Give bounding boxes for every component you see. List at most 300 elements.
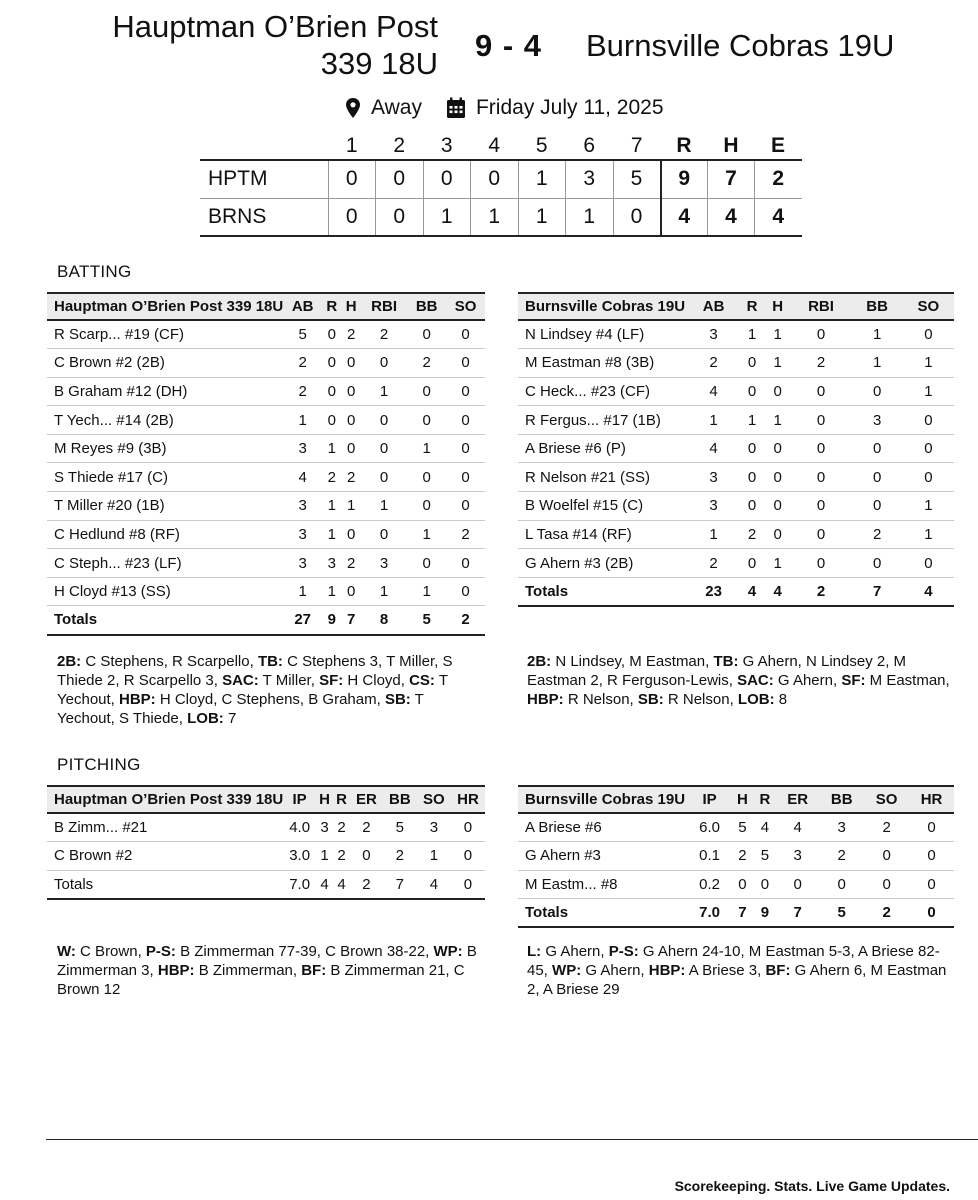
- stat-cell: 0: [446, 434, 485, 463]
- stat-column-header: AB: [283, 293, 322, 320]
- stat-cell: 0: [446, 377, 485, 406]
- stat-column-header: BB: [852, 293, 903, 320]
- note-key: LOB:: [187, 710, 224, 727]
- stat-cell: 0: [852, 492, 903, 521]
- totals-cell: 9: [322, 606, 341, 635]
- inning-runs: 0: [328, 160, 376, 198]
- total-runs: 4: [661, 198, 708, 236]
- stat-cell: 0: [361, 520, 407, 549]
- totals-cell: 23: [688, 577, 739, 606]
- stat-cell: 0: [407, 320, 446, 349]
- stat-cell: 0: [322, 320, 341, 349]
- stat-cell: 1: [407, 577, 446, 606]
- totals-row: [47, 870, 485, 899]
- stat-cell: 0: [903, 320, 954, 349]
- stat-column-header: ER: [776, 786, 819, 813]
- stat-cell: 3: [283, 549, 322, 578]
- batting-section-title: BATTING: [57, 262, 132, 281]
- game-date: Friday July 11, 2025: [475, 96, 664, 119]
- stat-cell: 2: [688, 549, 739, 578]
- stat-cell: 3: [688, 463, 739, 492]
- inning-header: 1: [345, 133, 358, 157]
- totals-cell: 2: [864, 899, 909, 928]
- note-value: R Nelson,: [663, 691, 738, 708]
- stat-column-header: H: [316, 786, 333, 813]
- player-name: R Scarp... #19 (CF): [47, 320, 283, 349]
- stat-column-header: BB: [819, 786, 864, 813]
- table-row: [518, 320, 954, 349]
- stat-cell: 0: [451, 842, 485, 871]
- player-name: R Fergus... #17 (1B): [518, 406, 688, 435]
- stat-cell: 3: [322, 549, 341, 578]
- stat-cell: 0: [322, 377, 341, 406]
- totals-label: Totals: [518, 899, 688, 928]
- player-name: C Brown #2 (2B): [47, 349, 283, 378]
- stat-cell: 2: [361, 320, 407, 349]
- table-row: [518, 813, 954, 842]
- stat-cell: 5: [283, 320, 322, 349]
- note-key: SB:: [384, 691, 411, 708]
- stat-cell: 4: [776, 813, 819, 842]
- inning-runs: 1: [518, 198, 566, 236]
- note-key: CS:: [409, 672, 435, 689]
- player-name: L Tasa #14 (RF): [518, 520, 688, 549]
- note-value: B Zimmerman,: [194, 962, 302, 979]
- player-name: T Yech... #14 (2B): [47, 406, 283, 435]
- stat-cell: 2: [283, 349, 322, 378]
- note-key: WP:: [552, 962, 582, 979]
- table-row: [47, 463, 485, 492]
- stat-cell: 4: [283, 463, 322, 492]
- stat-cell: 3: [819, 813, 864, 842]
- player-name: H Cloyd #13 (SS): [47, 577, 283, 606]
- inning-header: 2: [393, 133, 406, 157]
- table-row: [47, 577, 485, 606]
- stat-cell: 3: [283, 434, 322, 463]
- stat-cell: 1: [765, 349, 791, 378]
- stat-cell: 1: [283, 406, 322, 435]
- table-header-row: [518, 786, 954, 813]
- player-name: G Ahern #3: [518, 842, 688, 871]
- table-row: [47, 492, 485, 521]
- inning-runs: 1: [471, 198, 519, 236]
- pitching-section-title: PITCHING: [57, 755, 141, 774]
- note-value: R Nelson,: [563, 691, 638, 708]
- note-key: W:: [57, 943, 76, 960]
- stat-column-header: RBI: [790, 293, 851, 320]
- inning-header: 7: [630, 133, 643, 157]
- player-name: M Eastman #8 (3B): [518, 349, 688, 378]
- stat-cell: 1: [852, 349, 903, 378]
- inning-header: 4: [488, 133, 501, 157]
- note-key: HBP:: [648, 962, 686, 979]
- stat-column-header: HR: [451, 786, 485, 813]
- totals-cell: 7.0: [688, 899, 731, 928]
- stat-cell: 0: [446, 320, 485, 349]
- stat-cell: 1: [322, 577, 341, 606]
- errors-header: E: [770, 133, 785, 157]
- inning-runs: 0: [471, 160, 519, 198]
- batting-notes-home: [57, 652, 457, 728]
- note-key: HBP:: [119, 691, 156, 708]
- pitching-table-away: [518, 785, 954, 928]
- stat-cell: 0: [739, 434, 765, 463]
- stat-cell: 0.2: [688, 870, 731, 899]
- stat-cell: 1: [739, 406, 765, 435]
- player-name: C Steph... #23 (LF): [47, 549, 283, 578]
- inning-header: 5: [535, 133, 548, 157]
- totals-label: Totals: [47, 870, 283, 899]
- stat-cell: 0: [731, 870, 753, 899]
- total-runs: 9: [661, 160, 708, 198]
- stat-cell: 1: [739, 320, 765, 349]
- stat-cell: 0: [909, 813, 954, 842]
- totals-cell: 7.0: [283, 870, 316, 899]
- stat-column-header: SO: [417, 786, 451, 813]
- stat-cell: 1: [417, 842, 451, 871]
- stat-cell: 0: [852, 549, 903, 578]
- team-column-header: Burnsville Cobras 19U: [518, 786, 688, 813]
- line-score-table: [200, 132, 802, 237]
- note-key: BF:: [765, 962, 791, 979]
- note-value: H Cloyd, C Stephens, B Graham,: [155, 691, 385, 708]
- pitching-notes-home: [57, 942, 487, 999]
- table-row: [518, 377, 954, 406]
- totals-label: Totals: [518, 577, 688, 606]
- game-meta: [345, 96, 664, 120]
- player-name: M Eastm... #8: [518, 870, 688, 899]
- table-header-row: [47, 786, 485, 813]
- stat-cell: 0: [407, 463, 446, 492]
- stat-cell: 2: [446, 520, 485, 549]
- note-value: 7: [223, 710, 237, 727]
- totals-cell: 4: [739, 577, 765, 606]
- stat-cell: 0: [361, 349, 407, 378]
- totals-cell: 9: [754, 899, 776, 928]
- totals-cell: 7: [776, 899, 819, 928]
- stat-cell: 2: [688, 349, 739, 378]
- stat-column-header: R: [333, 786, 350, 813]
- stat-cell: 3.0: [283, 842, 316, 871]
- total-hits: 4: [708, 198, 755, 236]
- stat-cell: 0: [852, 463, 903, 492]
- stat-cell: 0: [765, 520, 791, 549]
- stat-column-header: R: [739, 293, 765, 320]
- inning-header: 6: [583, 133, 596, 157]
- player-name: N Lindsey #4 (LF): [518, 320, 688, 349]
- note-key: P-S:: [608, 943, 639, 960]
- totals-cell: 7: [383, 870, 417, 899]
- stat-cell: 0: [903, 463, 954, 492]
- table-row: [518, 492, 954, 521]
- player-name: M Reyes #9 (3B): [47, 434, 283, 463]
- hits-header: H: [723, 133, 739, 157]
- stat-column-header: H: [731, 786, 753, 813]
- stat-column-header: RBI: [361, 293, 407, 320]
- line-score-header: [200, 132, 802, 160]
- line-score-row-away: [200, 198, 802, 236]
- table-row: [47, 549, 485, 578]
- inning-runs: 0: [376, 198, 424, 236]
- inning-runs: 0: [376, 160, 424, 198]
- inning-runs: 0: [423, 160, 471, 198]
- inning-runs: 1: [518, 160, 566, 198]
- stat-cell: 0: [909, 842, 954, 871]
- pitching-table-home: [47, 785, 485, 900]
- note-key: L:: [527, 943, 542, 960]
- stat-cell: 1: [903, 520, 954, 549]
- stat-cell: 3: [361, 549, 407, 578]
- player-name: A Briese #6: [518, 813, 688, 842]
- stat-cell: 2: [864, 813, 909, 842]
- stat-cell: 0.1: [688, 842, 731, 871]
- stat-cell: 0: [407, 549, 446, 578]
- stat-column-header: BB: [407, 293, 446, 320]
- totals-cell: 27: [283, 606, 322, 635]
- note-value: M Eastman,: [865, 672, 950, 689]
- stat-cell: 2: [819, 842, 864, 871]
- player-name: C Brown #2: [47, 842, 283, 871]
- player-name: C Hedlund #8 (RF): [47, 520, 283, 549]
- stat-cell: 0: [790, 320, 851, 349]
- stat-cell: 0: [739, 463, 765, 492]
- stat-cell: 3: [283, 492, 322, 521]
- stat-cell: 4: [688, 377, 739, 406]
- stat-cell: 3: [688, 492, 739, 521]
- stat-cell: 0: [765, 434, 791, 463]
- table-row: [47, 842, 485, 871]
- stat-cell: 0: [446, 406, 485, 435]
- note-value: B Zimmerman 21, C Brown 12: [57, 962, 465, 998]
- stat-cell: 0: [864, 842, 909, 871]
- stat-column-header: SO: [903, 293, 954, 320]
- stat-cell: 2: [790, 349, 851, 378]
- batting-notes-away: [527, 652, 957, 709]
- note-value: C Brown,: [75, 943, 146, 960]
- stat-cell: 0: [322, 349, 341, 378]
- table-row: [47, 813, 485, 842]
- stat-cell: 0: [864, 870, 909, 899]
- note-value: G Ahern,: [541, 943, 609, 960]
- runs-header: R: [676, 133, 692, 157]
- batting-table-away: [518, 292, 954, 607]
- totals-cell: 7: [342, 606, 361, 635]
- table-row: [518, 434, 954, 463]
- stat-column-header: SO: [446, 293, 485, 320]
- team-column-header: Hauptman O’Brien Post 339 18U: [47, 293, 283, 320]
- stat-cell: 5: [731, 813, 753, 842]
- note-value: G Ahern 24-10, M Eastman 5-3, A Briese 82-45,: [527, 943, 940, 979]
- stat-column-header: R: [322, 293, 341, 320]
- note-key: SF:: [319, 672, 344, 689]
- totals-cell: 7: [852, 577, 903, 606]
- player-name: B Zimm... #21: [47, 813, 283, 842]
- totals-cell: 4: [903, 577, 954, 606]
- stat-cell: 0: [852, 377, 903, 406]
- inning-runs: 1: [566, 198, 614, 236]
- stat-cell: 2: [731, 842, 753, 871]
- total-errors: 4: [755, 198, 802, 236]
- totals-cell: 7: [731, 899, 753, 928]
- table-row: [47, 520, 485, 549]
- total-hits: 7: [708, 160, 755, 198]
- player-name: A Briese #6 (P): [518, 434, 688, 463]
- stat-cell: 0: [446, 492, 485, 521]
- stat-cell: 0: [361, 463, 407, 492]
- totals-cell: 5: [819, 899, 864, 928]
- stat-cell: 0: [790, 406, 851, 435]
- stat-cell: 0: [342, 377, 361, 406]
- note-key: HBP:: [527, 691, 564, 708]
- stat-cell: 3: [776, 842, 819, 871]
- totals-row: [47, 606, 485, 635]
- stat-cell: 0: [903, 549, 954, 578]
- note-key: WP:: [433, 943, 463, 960]
- note-value: B Zimmerman 77-39, C Brown 38-22,: [175, 943, 434, 960]
- stat-cell: 0: [342, 520, 361, 549]
- stat-cell: 1: [316, 842, 333, 871]
- stat-cell: 2: [342, 463, 361, 492]
- stat-cell: 2: [852, 520, 903, 549]
- stat-cell: 1: [342, 492, 361, 521]
- note-key: SF:: [841, 672, 866, 689]
- note-key: 2B:: [57, 653, 82, 670]
- stat-column-header: H: [765, 293, 791, 320]
- stat-cell: 0: [765, 492, 791, 521]
- note-key: HBP:: [157, 962, 195, 979]
- stat-cell: 0: [852, 434, 903, 463]
- stat-cell: 0: [903, 434, 954, 463]
- table-row: [47, 349, 485, 378]
- note-value: G Ahern,: [773, 672, 842, 689]
- team-column-header: Hauptman O’Brien Post 339 18U: [47, 786, 283, 813]
- stat-cell: 0: [739, 492, 765, 521]
- stat-cell: 1: [407, 520, 446, 549]
- table-header-row: [47, 293, 485, 320]
- player-name: B Woelfel #15 (C): [518, 492, 688, 521]
- stat-cell: 0: [350, 842, 383, 871]
- totals-cell: 2: [350, 870, 383, 899]
- stat-cell: 0: [407, 406, 446, 435]
- stat-cell: 0: [765, 463, 791, 492]
- totals-cell: 4: [417, 870, 451, 899]
- stat-cell: 0: [790, 520, 851, 549]
- stat-cell: 0: [790, 463, 851, 492]
- stat-cell: 0: [407, 377, 446, 406]
- stat-cell: 0: [790, 377, 851, 406]
- note-value: B Zimmerman 3,: [57, 943, 477, 979]
- stat-column-header: ER: [350, 786, 383, 813]
- player-name: B Graham #12 (DH): [47, 377, 283, 406]
- stat-cell: 1: [407, 434, 446, 463]
- stat-cell: 0: [446, 577, 485, 606]
- inning-header: 3: [440, 133, 453, 157]
- inning-runs: 3: [566, 160, 614, 198]
- stat-cell: 2: [342, 549, 361, 578]
- map-pin-icon: [345, 97, 363, 119]
- stat-cell: 1: [765, 320, 791, 349]
- stat-cell: 0: [342, 349, 361, 378]
- table-row: [47, 320, 485, 349]
- note-value: G Ahern,: [581, 962, 649, 979]
- pitching-notes-away: [527, 942, 957, 999]
- inning-runs: 0: [328, 198, 376, 236]
- game-location: Away: [371, 96, 422, 119]
- stat-cell: 2: [407, 349, 446, 378]
- stat-cell: 3: [283, 520, 322, 549]
- stat-column-header: SO: [864, 786, 909, 813]
- note-key: LOB:: [737, 691, 775, 708]
- home-team-name-line1: Hauptman O’Brien Post: [112, 9, 438, 44]
- stat-cell: 0: [819, 870, 864, 899]
- table-row: [47, 434, 485, 463]
- home-team-name-line2: 339 18U: [320, 46, 438, 81]
- home-team-name: [18, 8, 438, 82]
- table-row: [518, 349, 954, 378]
- stat-cell: 0: [361, 434, 407, 463]
- stat-cell: 2: [283, 377, 322, 406]
- note-value: N Lindsey, M Eastman,: [551, 653, 714, 670]
- totals-label: Totals: [47, 606, 283, 635]
- stat-cell: 1: [903, 377, 954, 406]
- table-row: [518, 549, 954, 578]
- table-row: [518, 463, 954, 492]
- team-abbr: BRNS: [200, 198, 328, 236]
- table-row: [518, 842, 954, 871]
- stat-cell: 0: [739, 349, 765, 378]
- stat-cell: 5: [383, 813, 417, 842]
- stat-cell: 0: [776, 870, 819, 899]
- note-value: H Cloyd,: [343, 672, 410, 689]
- totals-row: [518, 577, 954, 606]
- note-value: G Ahern 6, M Eastman 2, A Briese 29: [527, 962, 947, 998]
- final-score: 9 - 4: [475, 28, 543, 63]
- totals-row: [518, 899, 954, 928]
- player-name: S Thiede #17 (C): [47, 463, 283, 492]
- inning-runs: 5: [613, 160, 661, 198]
- stat-column-header: AB: [688, 293, 739, 320]
- stat-cell: 5: [754, 842, 776, 871]
- note-value: T Yechout,: [57, 672, 448, 708]
- stat-cell: 3: [852, 406, 903, 435]
- line-score-row-home: [200, 160, 802, 198]
- table-row: [518, 520, 954, 549]
- table-row: [518, 406, 954, 435]
- totals-cell: 4: [765, 577, 791, 606]
- totals-cell: 5: [407, 606, 446, 635]
- table-row: [47, 377, 485, 406]
- stat-cell: 3: [417, 813, 451, 842]
- stat-cell: 1: [361, 377, 407, 406]
- player-name: G Ahern #3 (2B): [518, 549, 688, 578]
- stat-cell: 0: [765, 377, 791, 406]
- stat-cell: 2: [342, 320, 361, 349]
- note-key: BF:: [301, 962, 327, 979]
- stat-cell: 0: [342, 406, 361, 435]
- totals-cell: 4: [316, 870, 333, 899]
- note-value: T Miller,: [258, 672, 320, 689]
- stat-cell: 0: [361, 406, 407, 435]
- footer-divider: [46, 1139, 978, 1140]
- stat-cell: 1: [903, 349, 954, 378]
- stat-column-header: HR: [909, 786, 954, 813]
- stat-cell: 0: [790, 434, 851, 463]
- stat-cell: 0: [754, 870, 776, 899]
- stat-cell: 0: [739, 549, 765, 578]
- stat-cell: 1: [765, 406, 791, 435]
- totals-cell: 2: [790, 577, 851, 606]
- stat-cell: 0: [342, 577, 361, 606]
